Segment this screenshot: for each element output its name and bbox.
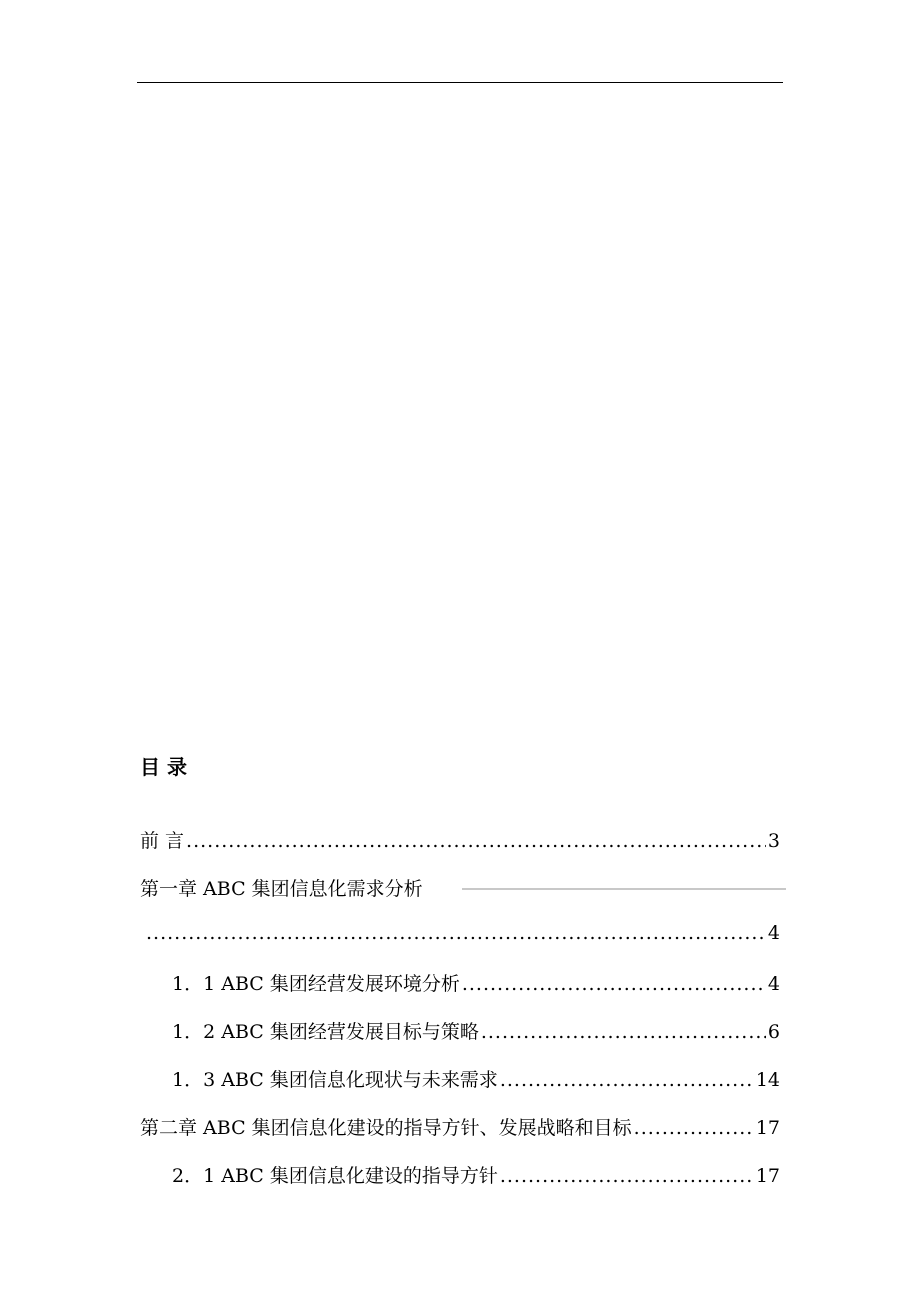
- toc-page-number: 17: [755, 1117, 780, 1139]
- toc-entry-1-3[interactable]: [172, 1065, 780, 1092]
- toc-entry-label: 第二章 ABC 集团信息化建设的指导方针、发展战略和目标: [140, 1117, 632, 1139]
- toc-entry-label: 前 言: [140, 830, 185, 852]
- toc-entry-1-1[interactable]: [172, 969, 780, 996]
- toc-entry-1-2[interactable]: [172, 1017, 780, 1044]
- toc-entry-label: 1．3 ABC 集团信息化现状与未来需求: [172, 1069, 498, 1091]
- toc-entry-2-1[interactable]: [172, 1161, 780, 1188]
- toc-leader: [634, 1117, 754, 1139]
- header-rule: [137, 82, 783, 83]
- toc-entry-label: 1．1 ABC 集团经营发展环境分析: [172, 973, 460, 995]
- toc-leader: [500, 1165, 754, 1187]
- toc-page-number: 6: [767, 1021, 780, 1043]
- toc-leader: [481, 1021, 766, 1043]
- toc-entry-label: 第一章 ABC 集团信息化需求分析: [140, 878, 423, 900]
- toc-entry-chapter-1[interactable]: [140, 874, 423, 901]
- toc-leader: [462, 973, 766, 995]
- toc-page-number: 4: [767, 973, 780, 995]
- toc-leader: [146, 922, 766, 944]
- toc-leader: [500, 1069, 754, 1091]
- toc-page-number: 3: [767, 830, 780, 852]
- toc-page-number: 4: [767, 922, 780, 944]
- toc-entry-chapter-2[interactable]: [140, 1113, 780, 1140]
- toc-title: 目 录: [140, 755, 187, 779]
- toc-page-number: 17: [755, 1165, 780, 1187]
- grey-divider: [462, 888, 786, 890]
- toc-entry-label: 1．2 ABC 集团经营发展目标与策略: [172, 1021, 479, 1043]
- toc-entry-label: 2．1 ABC 集团信息化建设的指导方针: [172, 1165, 498, 1187]
- toc-page-number: 14: [755, 1069, 780, 1091]
- toc-entry-preface[interactable]: [140, 826, 780, 853]
- toc-entry-chapter-1-page[interactable]: [146, 922, 780, 944]
- toc-leader: [186, 830, 766, 852]
